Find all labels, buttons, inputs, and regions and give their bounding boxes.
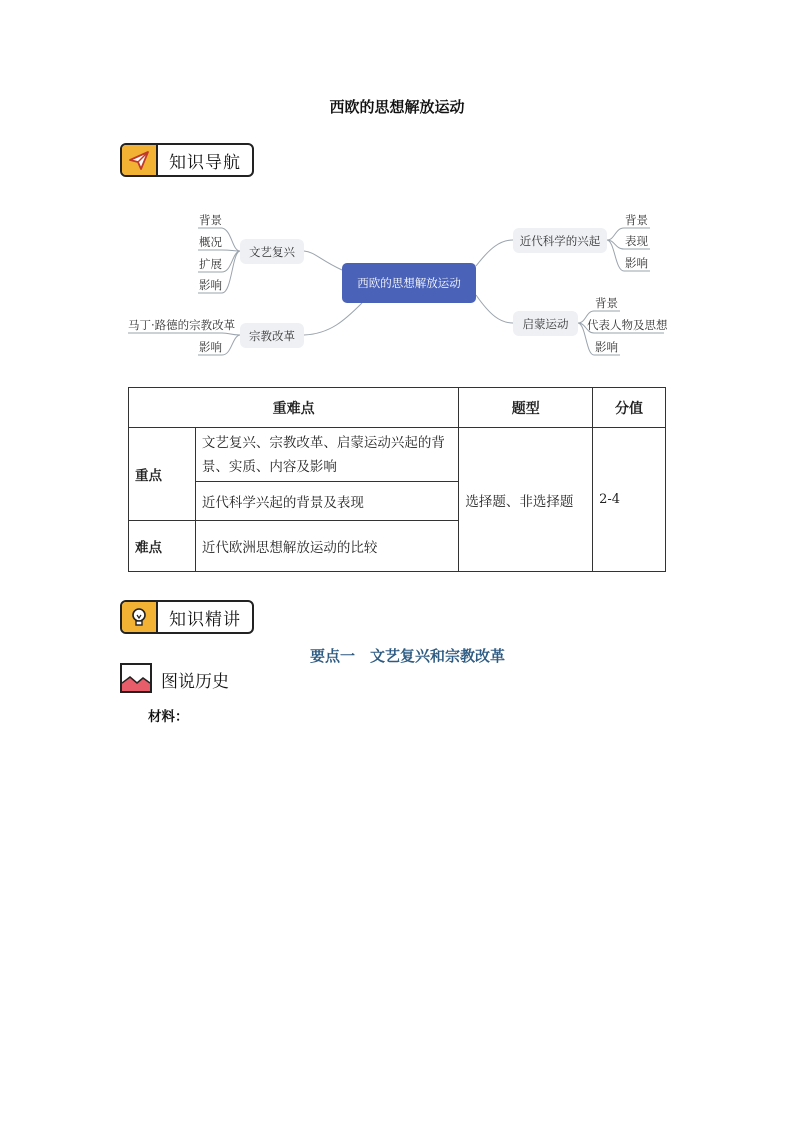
mind-map-node-reformation: 宗教改革 — [240, 323, 304, 348]
mind-map-center: 西欧的思想解放运动 — [342, 263, 476, 303]
mind-map-leaf: 影响 — [625, 256, 648, 270]
table-cell: 文艺复兴、宗教改革、启蒙运动兴起的背景、实质、内容及影响 — [195, 428, 458, 482]
mind-map-leaf: 影响 — [199, 340, 222, 354]
mind-map-node-enlightenment: 启蒙运动 — [513, 311, 578, 336]
section-header-explanation — [120, 600, 254, 634]
table-header-question-type: 题型 — [459, 388, 593, 428]
table-cell-question-type: 选择题、非选择题 — [459, 428, 593, 572]
mind-map-leaf: 扩展 — [199, 257, 222, 271]
material-label: 材料： — [148, 709, 189, 725]
mind-map-leaf: 代表人物及思想 — [587, 318, 668, 332]
lightbulb-icon — [122, 602, 158, 632]
mind-map-node-science: 近代科学的兴起 — [513, 228, 607, 253]
section-label: 知识导航 — [169, 152, 241, 173]
table-cell-score: 2-4 — [593, 428, 666, 572]
picture-history-label: 图说历史 — [161, 672, 229, 692]
mind-map-leaf: 背景 — [595, 296, 618, 310]
mind-map-leaf: 概况 — [199, 235, 222, 249]
mind-map-node-renaissance: 文艺复兴 — [240, 239, 304, 264]
row-label-key: 重点 — [129, 428, 196, 521]
document-title: 西欧的思想解放运动 — [329, 98, 465, 116]
mind-map-leaf: 影响 — [199, 278, 222, 292]
row-label-difficult: 难点 — [129, 521, 196, 572]
mind-map-leaf: 表现 — [625, 234, 648, 248]
point-one-title: 要点一 文艺复兴和宗教改革 — [310, 647, 506, 665]
table-header-key-points: 重难点 — [129, 388, 459, 428]
picture-icon — [120, 663, 152, 693]
mind-map-leaf: 影响 — [595, 340, 618, 354]
mind-map-connectors — [0, 0, 794, 380]
mind-map-leaf: 背景 — [625, 213, 648, 227]
table-header-score: 分值 — [593, 388, 666, 428]
mind-map-leaf: 马丁·路德的宗教改革 — [128, 318, 236, 332]
mind-map-leaf: 背景 — [199, 213, 222, 227]
section-label: 知识精讲 — [169, 609, 241, 630]
key-points-table — [128, 387, 666, 572]
table-cell: 近代欧洲思想解放运动的比较 — [195, 521, 458, 572]
table-cell: 近代科学兴起的背景及表现 — [195, 482, 458, 521]
